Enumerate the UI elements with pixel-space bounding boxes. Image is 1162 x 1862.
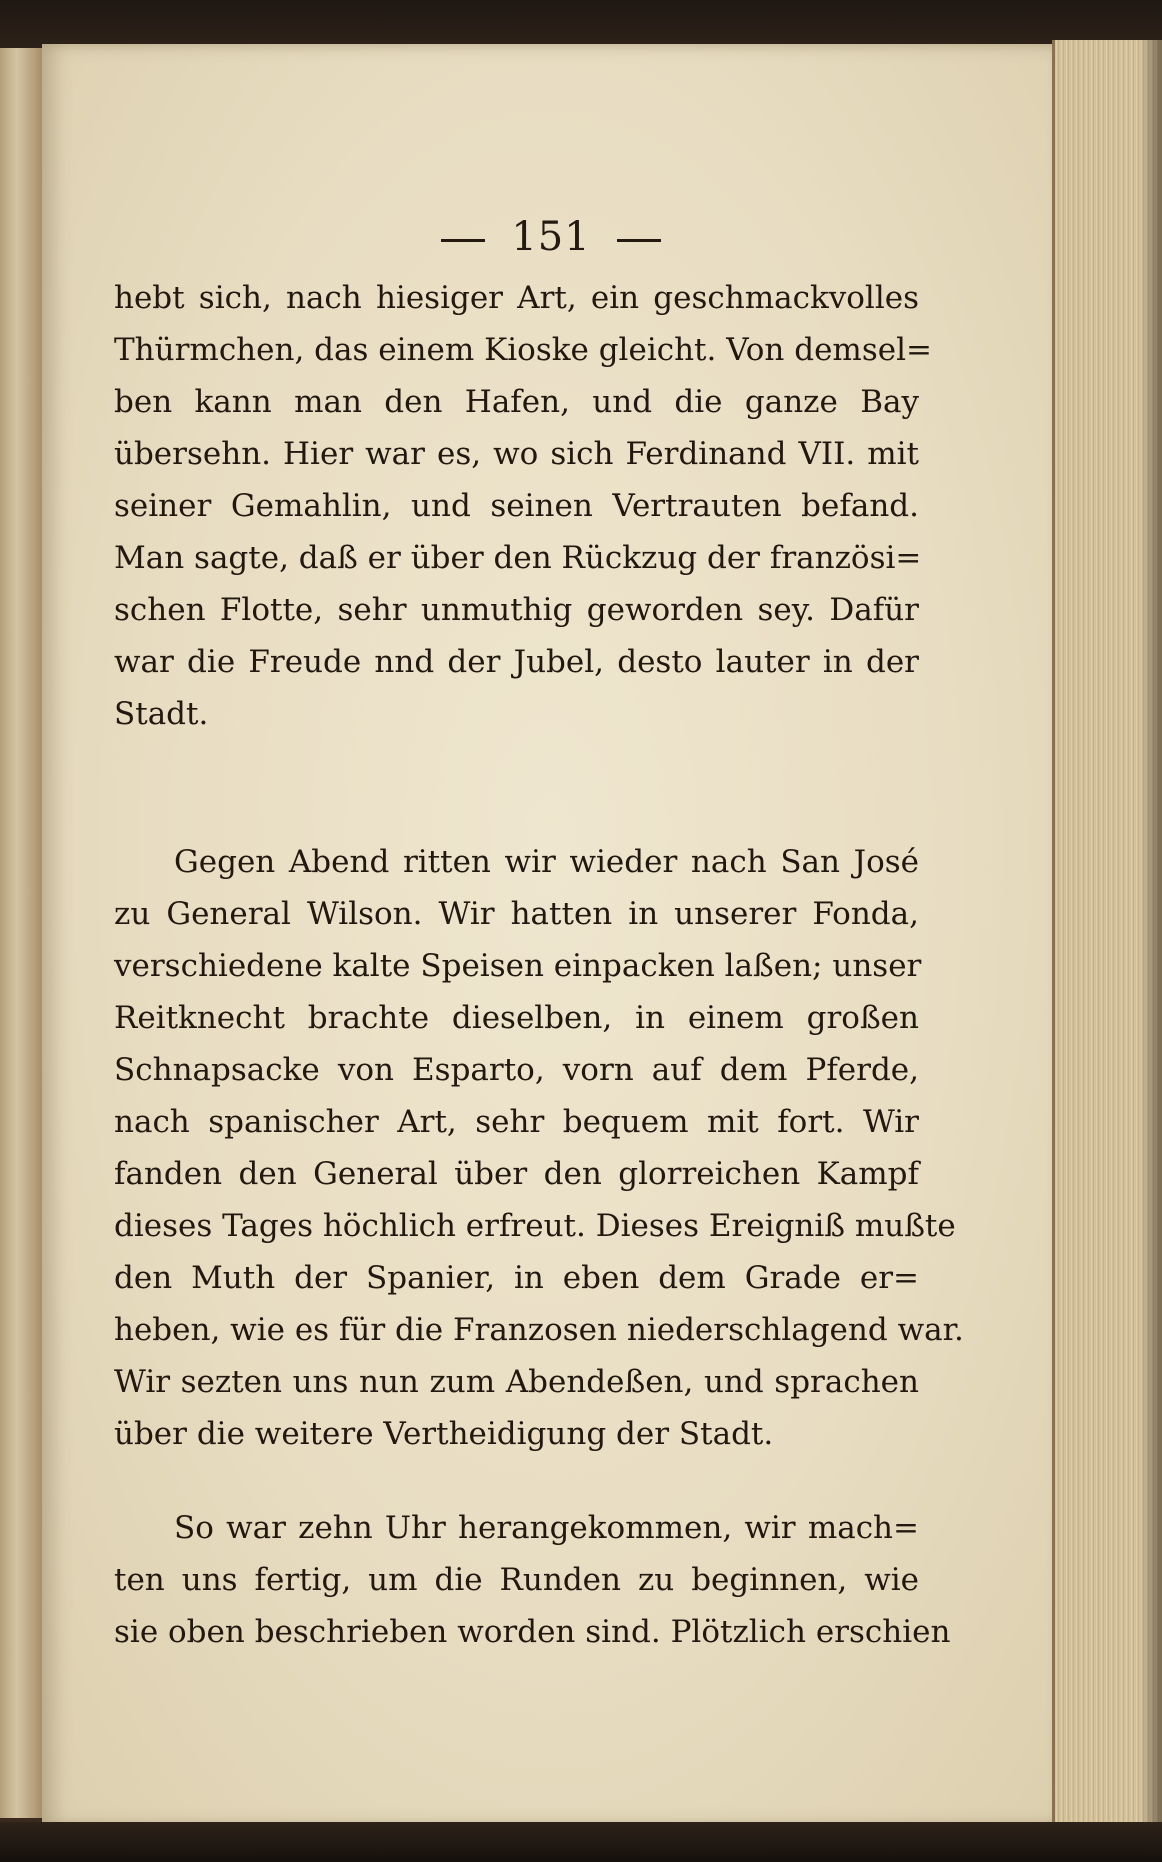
book-edge-shadow [1140, 40, 1162, 1830]
text-line: übersehn. Hier war es, wo sich Ferdinand VII. mit [114, 436, 919, 472]
text-line: über die weitere Vertheidigung der Stadt. [114, 1416, 774, 1452]
text-line: dieses Tages höchlich erfreut. Dieses Ereigniß mußte [114, 1208, 956, 1244]
text-line: Man sagte, daß er über den Rückzug der französi= [114, 540, 922, 576]
text-line: Stadt. [114, 696, 209, 732]
text-line: Reitknecht brachte dieselben, in einem großen [114, 1000, 919, 1036]
text-line: ben kann man den Hafen, und die ganze Bay [114, 384, 919, 420]
text-line: Wir sezten uns nun zum Abendeßen, und sprachen [114, 1364, 919, 1400]
text-line: verschiedene kalte Speisen einpacken laßen; unser [114, 948, 922, 984]
paragraph-3 [114, 1502, 951, 1658]
book-binding-bottom [0, 1822, 1162, 1862]
text-line: den Muth der Spanier, in eben dem Grade er= [114, 1260, 919, 1296]
text-line: heben, wie es für die Franzosen niederschlagend war. [114, 1312, 964, 1348]
book-page [42, 44, 1060, 1826]
text-line: So war zehn Uhr herangekommen, wir mach= [174, 1510, 919, 1546]
text-line: hebt sich, nach hiesiger Art, ein geschmackvolles [114, 280, 919, 316]
header-dash-left [441, 239, 485, 242]
text-line: Schnapsacke von Esparto, vorn auf dem Pferde, [114, 1052, 919, 1088]
header-dash-right [617, 239, 661, 242]
text-line: ten uns fertig, um die Runden zu beginnen, wie [114, 1562, 919, 1598]
book-binding-top [0, 0, 1162, 50]
text-line: war die Freude nnd der Jubel, desto lauter in der [114, 644, 919, 680]
text-line: Thürmchen, das einem Kioske gleicht. Von demsel= [114, 332, 932, 368]
text-line: fanden den General über den glorreichen Kampf [114, 1156, 919, 1192]
text-line: zu General Wilson. Wir hatten in unserer Fonda, [114, 896, 919, 932]
text-line: schen Flotte, sehr unmuthig geworden sey. Dafür [114, 592, 919, 628]
text-line: seiner Gemahlin, und seinen Vertrauten befand. [114, 488, 919, 524]
paragraph-2 [114, 836, 964, 1460]
text-line: nach spanischer Art, sehr bequem mit fort. Wir [114, 1104, 919, 1140]
page-number: 151 [511, 214, 591, 260]
page-header [0, 214, 1060, 260]
left-page-edge [0, 48, 44, 1818]
text-line: sie oben beschrieben worden sind. Plötzlich erschien [114, 1614, 951, 1650]
text-line: Gegen Abend ritten wir wieder nach San José [174, 844, 919, 880]
paragraph-1 [114, 272, 932, 740]
